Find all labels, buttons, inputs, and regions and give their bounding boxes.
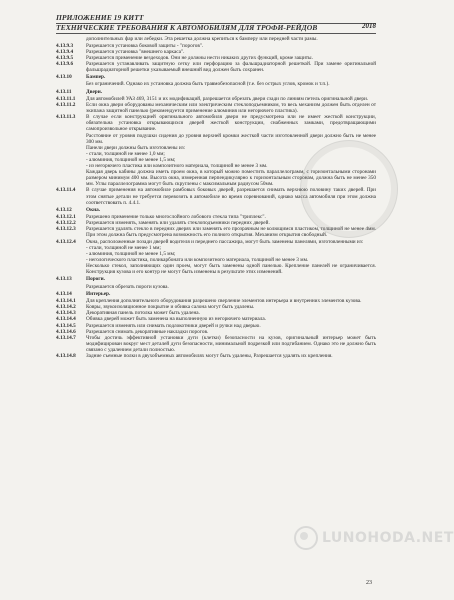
- watermark: [294, 524, 454, 552]
- clause-number: 4.13.12: [56, 206, 72, 213]
- header-rule-bottom: [56, 33, 376, 34]
- section-heading-text: Интерьер.: [86, 290, 111, 297]
- clause-text: Для автомобилей УАЗ 469, 3151 и их модификаций, разрешается обрезать двери сзади по линиям петель оригинальной двери.: [86, 96, 369, 102]
- clause-number: 4.13.14.7: [56, 334, 76, 341]
- clause-number: [56, 133, 86, 145]
- clause-text: Расстояние от уровня подушки сидения до уровня верхней кромки жесткой части изготовленной двери должно быть не менее 300 мм.: [86, 132, 376, 145]
- clause-text: Разрешается обрезать пороги кузова.: [86, 283, 169, 290]
- clause-number: 4.13.14.1: [56, 298, 76, 305]
- clause-text: В случае применения на автомобиле рамбовых боковых дверей, разрешается снимать верхнюю половину таких дверей. При этом снятые детали не требуется перевозить в автомобиле во время соревнований, однако масса автомобиля при этом должна соответствовать п. 4.4.1.: [86, 187, 376, 206]
- section-heading-row: [56, 291, 376, 297]
- section-heading-text: Пороги.: [86, 276, 105, 283]
- watermark-text: LUNOHODA.NET: [322, 530, 454, 546]
- clause-text: дополнительных фар или лебедки. Эта решетка должна крепиться к бамперу или передней части рамы.: [86, 36, 318, 43]
- clause-text: Разрешается изменять, заменять или удалять стеклоподъемники передних дверей.: [86, 220, 270, 227]
- clause-number: 4.13.14.6: [56, 328, 76, 335]
- clause-text: Без ограничений. Однако их установка должна быть травмобезопасной (т.е. без острых углов, кромок и т.п.).: [86, 81, 330, 88]
- clause-row: [56, 226, 376, 238]
- clause-number: 4.13.9.6: [56, 60, 74, 67]
- clause-text: Разрешается устанавливать защитную сетку или перфорацию за фальшрадиаторной решеткой. При замене оригинальной фальшрадиаторной решетки указываемый внешний вид должен быть сохранен.: [86, 60, 376, 73]
- clause-row: [56, 133, 376, 145]
- clause-row: [56, 335, 376, 353]
- clause-text: Если окна двери оборудованы механическим или электрическим стеклоподъемником, то весь механизм должен быть отделен от экипажа защитной панелью (рекомендуется применение алюминия или негорючего пластика).: [86, 102, 376, 115]
- clause-text: - алюминия, толщиной не менее 1,5 мм;: [86, 250, 176, 257]
- header-section-title: ТЕХНИЧЕСКИЕ ТРЕБОВАНИЯ К АВТОМОБИЛЯМ ДЛЯ ТРОФИ-РЕЙДОВ: [56, 23, 318, 33]
- clause-text: Окна, расположенные позади дверей водителя и переднего пассажира, могут быть заменены панелями, изготовленными из:: [86, 238, 364, 245]
- clause-number: 4.13.12.1: [56, 214, 76, 221]
- section-heading-row: [56, 89, 376, 95]
- clause-number: 4.13.10: [56, 74, 72, 81]
- clause-number: 4.13.14: [56, 290, 72, 297]
- section-heading-row: [56, 74, 376, 80]
- clause-row: [56, 81, 376, 87]
- clause-text: Чтобы достичь эффективной установки дуги (клетки) безопасности на кузов, оригинальный интерьер может быть модифицирован вокруг мест деталей дуги безопасности, минимальной подрезкой или подгибанием. Однако это не должно быть связано с удалением детали полностью.: [86, 334, 376, 353]
- clause-number: 4.13.12.3: [56, 226, 76, 233]
- clause-row: [56, 263, 376, 275]
- clause-number: 4.13.14.4: [56, 316, 76, 323]
- clause-number: 4.13.14.2: [56, 304, 76, 311]
- header-appendix-title: ПРИЛОЖЕНИЕ 19 КИТТ: [56, 13, 144, 22]
- clause-text: Каждая дверь кабины должна иметь проем окна, в который можно поместить параллелограмм, с горизонтальными сторонами размером минимум 400 мм. Высота окна, измеренная перпендикулярно к горизонтальным сторонам, должна быть не менее 350 мм. Углы параллелограмма могут быть скруглены с максимальным радиусом 50мм.: [86, 169, 376, 188]
- clause-number: 4.13.11.4: [56, 187, 76, 194]
- clause-number: [56, 284, 86, 290]
- clause-text: Панели двери должны быть изготовлены из:: [86, 144, 186, 151]
- clause-text: - алюминия, толщиной не менее 1,5 мм;: [86, 156, 176, 163]
- clause-text: Разрешается снимать декоративные накладки порогов.: [86, 328, 209, 335]
- clause-number: 4.13.12.2: [56, 220, 76, 227]
- clause-number: 4.13.9.4: [56, 48, 74, 55]
- clause-text: Для крепления дополнительного оборудования разрешено сверление элементов интерьера и внутренних элементов кузова.: [86, 298, 362, 305]
- clause-row: [56, 102, 376, 114]
- clause-number: 4.13.9.3: [56, 42, 74, 49]
- clause-number: 4.13.11.2: [56, 102, 76, 109]
- clause-text: Разрешается изменять или снимать подлокотники дверей и ручки над дверью.: [86, 322, 261, 329]
- clause-number: [56, 263, 86, 275]
- clause-text: В случае если конструкцией оригинального автомобиля двери не предусмотрена или не имеет жесткой конструкции, обязательна установка открывающихся дверей жесткой конструкции, снабженных замками, предотвращающими самопроизвольное открывание.: [86, 114, 376, 133]
- clause-number: 4.13.13: [56, 276, 72, 283]
- section-heading-text: Бампер.: [86, 74, 106, 81]
- section-heading-row: [56, 276, 376, 282]
- clause-row: [56, 61, 376, 73]
- section-heading-text: Окна.: [86, 206, 101, 213]
- clause-text: Обивка дверей может быть заменена на выполненную из негорючего материала.: [86, 316, 267, 323]
- clause-text: Разрешается установка "внешнего каркаса".: [86, 48, 185, 55]
- watermark-logo-icon: [294, 526, 318, 550]
- clause-number: 4.13.14.8: [56, 352, 76, 359]
- clause-number: 4.13.9.5: [56, 54, 74, 61]
- section-heading-row: [56, 207, 376, 213]
- page-header: [56, 14, 376, 34]
- clause-number: 4.13.11.3: [56, 114, 76, 121]
- clause-number: 4.13.14.5: [56, 322, 76, 329]
- page-number: 23: [366, 580, 372, 586]
- section-heading-text: Двери.: [86, 88, 103, 95]
- clause-text: - из негорючего пластика или композитного материала, толщиной не менее 3 мм.: [86, 163, 268, 170]
- clause-number: 4.13.11.1: [56, 96, 76, 102]
- clause-text: Разрешено применение только многослойного лобового стекла типа "триплекс".: [86, 214, 266, 221]
- clause-number: [56, 81, 86, 87]
- clause-row: [56, 284, 376, 290]
- clause-text: - стали, толщиной не менее 1,0 мм;: [86, 150, 165, 157]
- clause-text: Несколько стекол, заполняющих один проем, могут быть заменены одной панелью. Крепление панелей не ограничивается. Конструкция кузова и его контур не могут быть изменены в результате этих изменений.: [86, 262, 376, 275]
- clause-text: Ковры, звукоизоляционное покрытие и обивка салона могут быть удалены.: [86, 304, 255, 311]
- clause-number: [56, 169, 86, 187]
- clause-text: Разрешается удалять стекло в передних дверях или заменять его прозрачным не колющимся пластиком, толщиной не менее 4мм. При этом должна быть предусмотрена возможность его полного открытия. Механизм открытия свободный.: [86, 226, 376, 239]
- clause-text: - стали, толщиной не менее 1 мм;: [86, 244, 161, 251]
- clause-row: [56, 169, 376, 187]
- clause-row: [56, 353, 376, 359]
- clause-text: Декоративная панель потолка может быть удалена.: [86, 310, 200, 317]
- clause-number: 4.13.12.4: [56, 238, 76, 245]
- clause-text: Разрешается установка боковой защиты - "порогов".: [86, 42, 204, 49]
- document-body: [56, 36, 376, 359]
- clause-number: 4.13.11: [56, 88, 72, 95]
- clause-row: [56, 114, 376, 132]
- header-year: 2018: [362, 22, 376, 30]
- clause-text: Разрешается применение вездеходов. Они не должны нести никаких других функций, кроме защиты.: [86, 54, 313, 61]
- clause-row: [56, 187, 376, 205]
- clause-number: 4.13.14.3: [56, 310, 76, 317]
- clause-text: - негологического пластика, поликарбоната или композитного материала, толщиной не менее 3 мм.: [86, 256, 309, 263]
- clause-text: Задние съемные полки в двухобъемных автомобилях могут быть удалены, Разрешается удалять их крепления.: [86, 352, 333, 359]
